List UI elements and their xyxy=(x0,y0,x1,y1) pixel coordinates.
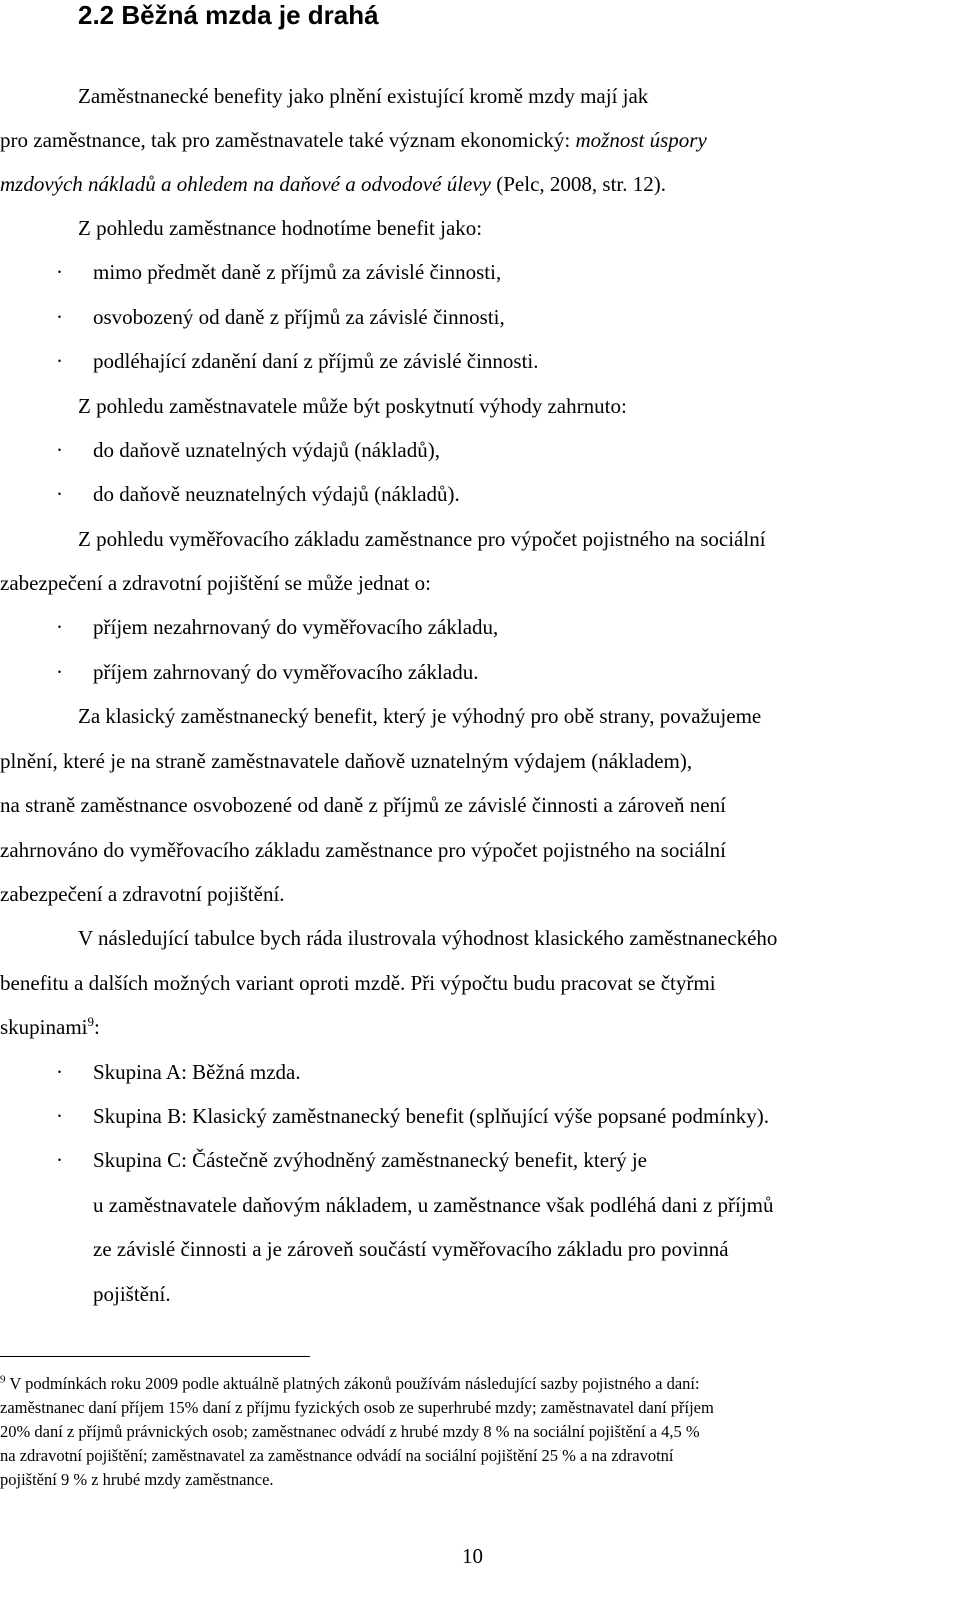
group-c-line: u zaměstnavatele daňovým nákladem, u zaměstnance však podléhá dani z příjmů xyxy=(93,1193,774,1217)
group-c-line: ze závislé činnosti a je zároveň součástí vyměřovacího základu pro povinná xyxy=(93,1237,729,1261)
classic-benefit-line: zabezpečení a zdravotní pojištění. xyxy=(0,882,285,906)
footnote-line-3: 20% daní z příjmů právnických osob; zaměstnanec odvádí z hrubé mzdy 8 % na sociální pojištění a 4,5 % xyxy=(0,1422,700,1441)
employee-view-item: podléhající zdanění daní z příjmů ze závislé činnosti. xyxy=(93,349,539,373)
table-intro-line-1: V následující tabulce bych ráda ilustrovala výhodnost klasického zaměstnaneckého xyxy=(78,926,778,950)
assessment-view-item: příjem nezahrnovaný do vyměřovacího základu, xyxy=(93,615,499,639)
footnote-line-1-text: V podmínkách roku 2009 podle aktuálně platných zákonů používám následující sazby pojistného a daní: xyxy=(5,1374,700,1393)
assessment-view-line-2: zabezpečení a zdravotní pojištění se může jednat o: xyxy=(0,571,431,595)
footnote-number: 9 xyxy=(0,1373,6,1386)
employee-view-lead: Z pohledu zaměstnance hodnotíme benefit jako: xyxy=(78,216,483,240)
page-number: 10 xyxy=(462,1544,483,1568)
employer-view-item: do daňově uznatelných výdajů (nákladů), xyxy=(93,438,440,462)
classic-benefit-line: plnění, které je na straně zaměstnavatele daňově uznatelným výdajem (nákladem), xyxy=(0,749,693,773)
footnote-line-4: na zdravotní pojištění; zaměstnavatel za zaměstnance odvádí na sociální pojištění 25 % a na zdravotní xyxy=(0,1446,674,1465)
bullet-icon: · xyxy=(56,615,63,639)
group-c-line: Skupina C: Částečně zvýhodněný zaměstnanecký benefit, který je xyxy=(93,1148,647,1172)
bullet-icon: · xyxy=(56,1104,63,1128)
employee-view-item: osvobozený od daně z příjmů za závislé činnosti, xyxy=(93,305,505,329)
group-a: Skupina A: Běžná mzda. xyxy=(93,1060,301,1084)
classic-benefit-line: na straně zaměstnance osvobozené od daně z příjmů ze závislé činnosti a zároveň není xyxy=(0,793,726,817)
table-intro-line-3 xyxy=(0,1014,100,1040)
assessment-view-item: příjem zahrnovaný do vyměřovacího základu. xyxy=(93,660,479,684)
group-b: Skupina B: Klasický zaměstnanecký benefit (splňující výše popsané podmínky). xyxy=(93,1104,769,1128)
employer-view-lead: Z pohledu zaměstnavatele může být poskytnutí výhody zahrnuto: xyxy=(78,394,627,418)
table-intro-line-3-text: skupinami xyxy=(0,1015,88,1039)
classic-benefit-line: zahrnováno do vyměřovacího základu zaměstnance pro výpočet pojistného na sociální xyxy=(0,838,726,862)
group-c-line: pojištění. xyxy=(93,1282,171,1306)
bullet-icon: · xyxy=(56,260,63,284)
bullet-icon: · xyxy=(56,305,63,329)
footnote-reference[interactable]: 9 xyxy=(87,1014,94,1029)
assessment-view-line-1: Z pohledu vyměřovacího základu zaměstnance pro výpočet pojistného na sociální xyxy=(78,527,766,551)
bullet-icon: · xyxy=(56,438,63,462)
intro-line-3-italic: mzdových nákladů a ohledem na daňové a odvodové úlevy xyxy=(0,172,491,196)
intro-line-2 xyxy=(0,127,707,153)
intro-citation: (Pelc, 2008, str. 12). xyxy=(491,172,666,196)
footnote-line-2: zaměstnanec daní příjem 15% daní z příjmu fyzických osob ze superhrubé mzdy; zaměstnavatel daní příjem xyxy=(0,1398,714,1417)
table-intro-colon: : xyxy=(94,1015,100,1039)
intro-line-1: Zaměstnanecké benefity jako plnění existující kromě mzdy mají jak xyxy=(78,84,649,108)
employee-view-item: mimo předmět daně z příjmů za závislé činnosti, xyxy=(93,260,502,284)
footnote-line-1 xyxy=(0,1374,700,1394)
bullet-icon: · xyxy=(56,660,63,684)
table-intro-line-2: benefitu a dalších možných variant oproti mzdě. Při výpočtu budu pracovat se čtyřmi xyxy=(0,971,716,995)
employer-view-item: do daňově neuznatelných výdajů (nákladů). xyxy=(93,482,460,506)
intro-line-3 xyxy=(0,171,666,197)
bullet-icon: · xyxy=(56,349,63,373)
section-heading: 2.2 Běžná mzda je drahá xyxy=(78,0,379,30)
classic-benefit-line: Za klasický zaměstnanecký benefit, který je výhodný pro obě strany, považujeme xyxy=(78,704,762,728)
bullet-icon: · xyxy=(56,1060,63,1084)
bullet-icon: · xyxy=(56,1148,63,1172)
intro-line-2-text: pro zaměstnance, tak pro zaměstnavatele také význam ekonomický: xyxy=(0,128,576,152)
footnote-divider xyxy=(0,1356,310,1357)
footnote-line-5: pojištění 9 % z hrubé mzdy zaměstnance. xyxy=(0,1470,274,1489)
bullet-icon: · xyxy=(56,482,63,506)
intro-line-2-italic: možnost úspory xyxy=(575,128,707,152)
